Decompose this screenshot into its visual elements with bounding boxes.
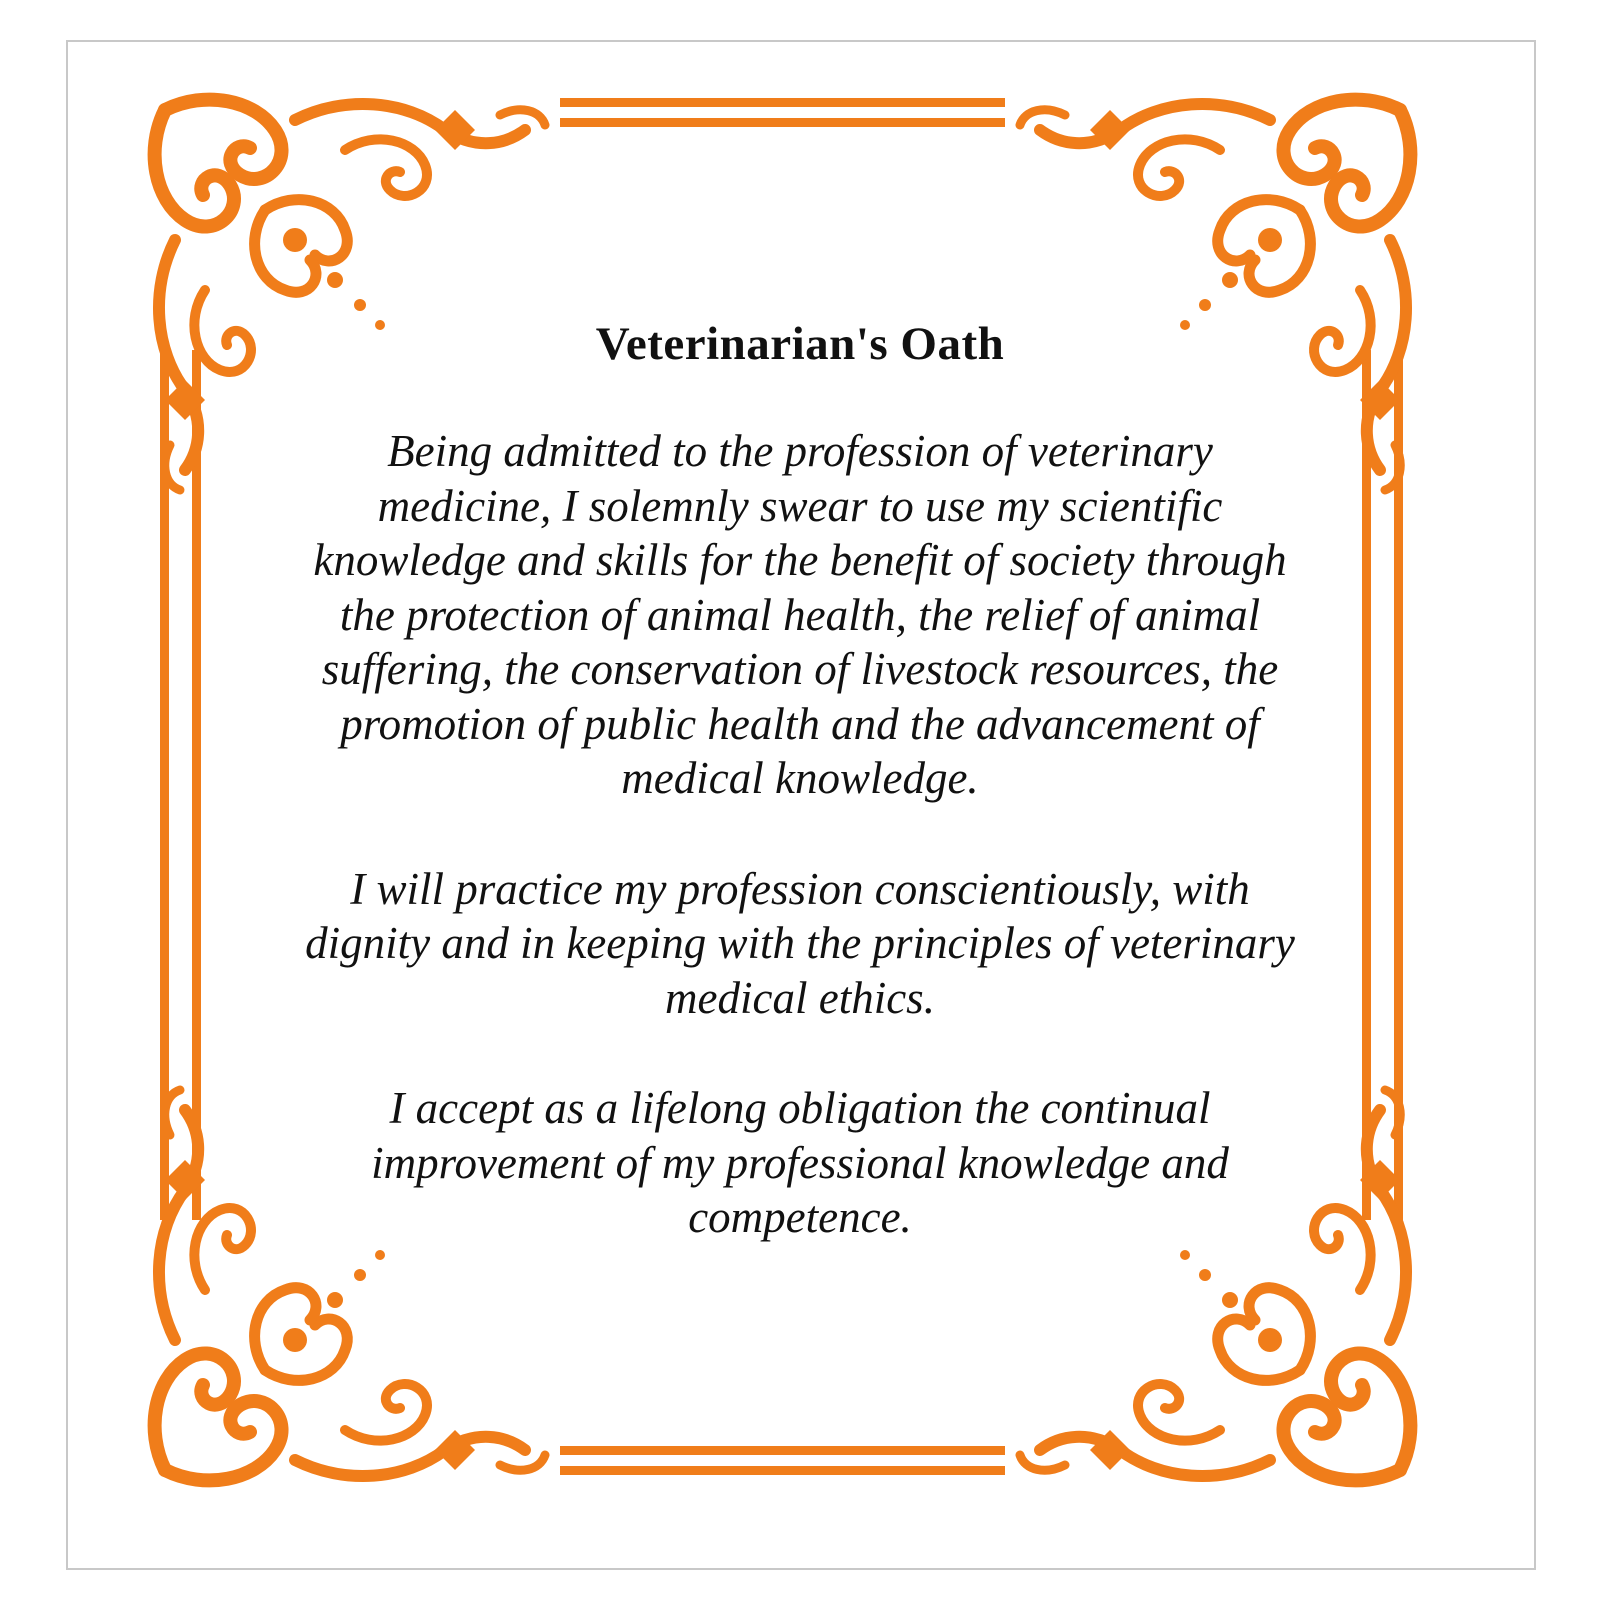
oath-paragraph: I will practice my profession conscientiously, with dignity and in keeping with the principles of veterinary medical ethics. bbox=[305, 863, 1295, 1023]
oath-text bbox=[300, 312, 1300, 1301]
page-title: Veterinarian's Oath bbox=[595, 318, 1005, 370]
oath-paragraph: Being admitted to the profession of veterinary medicine, I solemnly swear to use my scientific knowledge and skills for the benefit of society through the protection of animal health, the relief of animal suffering, the conservation of livestock resources, the promotion of public health and the advancement of medical knowledge. bbox=[313, 426, 1287, 803]
oath-paragraph: I accept as a lifelong obligation the continual improvement of my professional knowledge and competence. bbox=[371, 1083, 1229, 1242]
